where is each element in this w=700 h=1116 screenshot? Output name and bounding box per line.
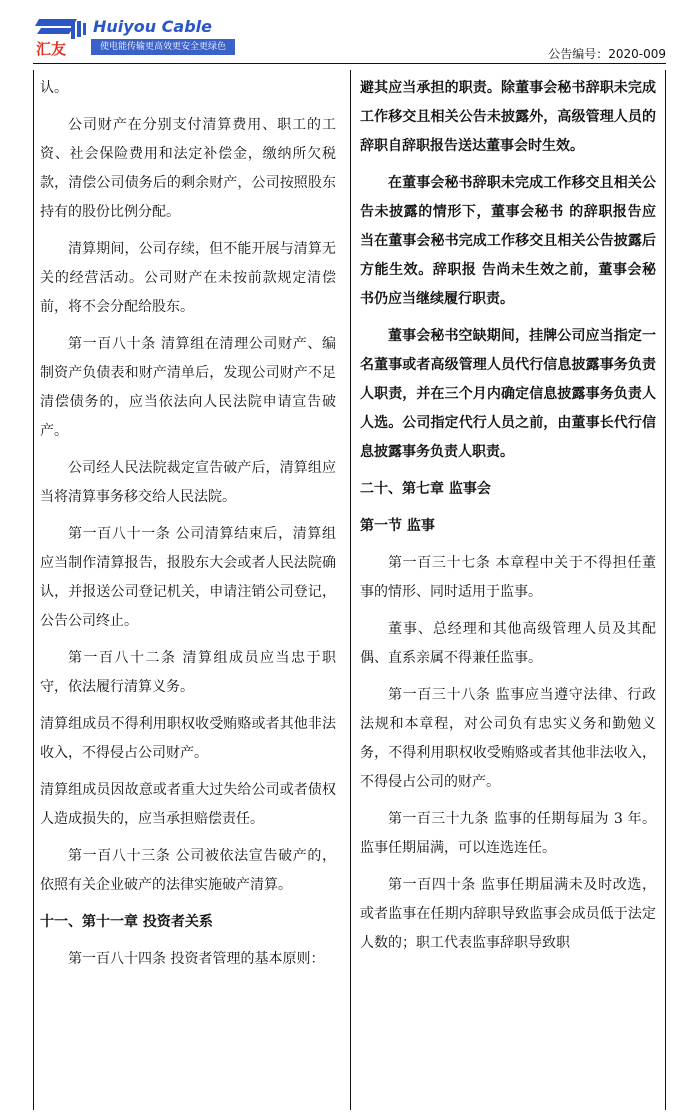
paragraph: 在董事会秘书辞职未完成工作移交且相关公告未披露的情形下，董事会秘书 的辞职报告应当在董事会秘书完成工作移交且相关公告披露后方能生效。辞职报 告尚未生效之前，董事会秘书仍应当继续履行职责。 — [360, 175, 656, 307]
paragraph: 第一百三十七条 本章程中关于不得担任董事的情形、同时适用于监事。 — [360, 555, 656, 600]
page-header — [0, 0, 700, 68]
paragraph: 第一节 监事 — [360, 518, 435, 534]
paragraph: 避其应当承担的职责。除董事会秘书辞职未完成工作移交且相关公告未披露外，高级管理人员的辞职自辞职报告送达董事会时生效。 — [360, 80, 656, 154]
column-divider — [350, 70, 351, 1110]
left-column — [40, 74, 336, 982]
paragraph: 第一百八十条 清算组在清理公司财产、编制资产负债表和财产清单后，发现公司财产不足清偿债务的，应当依法向人民法院申请宣告破产。 — [40, 336, 336, 439]
company-logo — [33, 17, 238, 57]
paragraph: 董事、总经理和其他高级管理人员及其配偶、直系亲属不得兼任监事。 — [360, 621, 656, 666]
paragraph: 第一百三十八条 监事应当遵守法律、行政法规和本章程，对公司负有忠实义务和勤勉义务，不得利用职权收受贿赂或者其他非法收入，不得侵占公司的财产。 — [360, 687, 656, 790]
paragraph: 第一百八十三条 公司被依法宣告破产的，依照有关企业破产的法律实施破产清算。 — [40, 848, 336, 893]
announcement-number: 公告编号：2020-009 — [548, 47, 666, 61]
paragraph: 二十、第七章 监事会 — [360, 481, 491, 497]
paragraph: 第一百八十二条 清算组成员应当忠于职守，依法履行清算义务。 — [40, 650, 336, 695]
paragraph: 公司经人民法院裁定宣告破产后，清算组应当将清算事务移交给人民法院。 — [40, 460, 336, 505]
paragraph: 第一百八十四条 投资者管理的基本原则： — [68, 951, 325, 967]
paragraph: 第一百四十条 监事任期届满未及时改选，或者监事在任期内辞职导致监事会成员低于法定人数的；职工代表监事辞职导致职 — [360, 877, 656, 951]
paragraph: 十一、第十一章 投资者关系 — [40, 914, 213, 930]
paragraph: 第一百八十一条 公司清算结束后，清算组应当制作清算报告，报股东大会或者人民法院确认，并报送公司登记机关，申请注销公司登记，公告公司终止。 — [40, 526, 336, 629]
huiyou-logo-icon — [33, 17, 89, 57]
paragraph: 第一百三十九条 监事的任期每届为 3 年。监事任期届满，可以连选连任。 — [360, 811, 656, 856]
paragraph: 清算组成员不得利用职权收受贿赂或者其他非法收入，不得侵占公司财产。 — [40, 716, 336, 761]
paragraph: 清算组成员因故意或者重大过失给公司或者债权人造成损失的，应当承担赔偿责任。 — [40, 782, 336, 827]
logo-slogan: 使电能传输更高效更安全更绿色 — [91, 39, 235, 55]
svg-text:汇友: 汇友 — [36, 40, 67, 57]
header-rule — [33, 63, 666, 64]
paragraph: 公司财产在分别支付清算费用、职工的工资、社会保险费用和法定补偿金，缴纳所欠税款，清偿公司债务后的剩余财产，公司按照股东持有的股份比例分配。 — [40, 117, 336, 220]
paragraph: 认。 — [40, 80, 68, 96]
logo-name: Huiyou Cable — [93, 17, 212, 36]
paragraph: 董事会秘书空缺期间，挂牌公司应当指定一名董事或者高级管理人员代行信息披露事务负责人职责，并在三个月内确定信息披露事务负责人人选。公司指定代行人员之前，由董事长代行信息披露事务负责人职责。 — [360, 328, 656, 460]
paragraph: 清算期间，公司存续，但不能开展与清算无关的经营活动。公司财产在未按前款规定清偿前，将不会分配给股东。 — [40, 241, 336, 315]
document-table — [33, 70, 666, 1110]
right-column — [360, 74, 656, 966]
